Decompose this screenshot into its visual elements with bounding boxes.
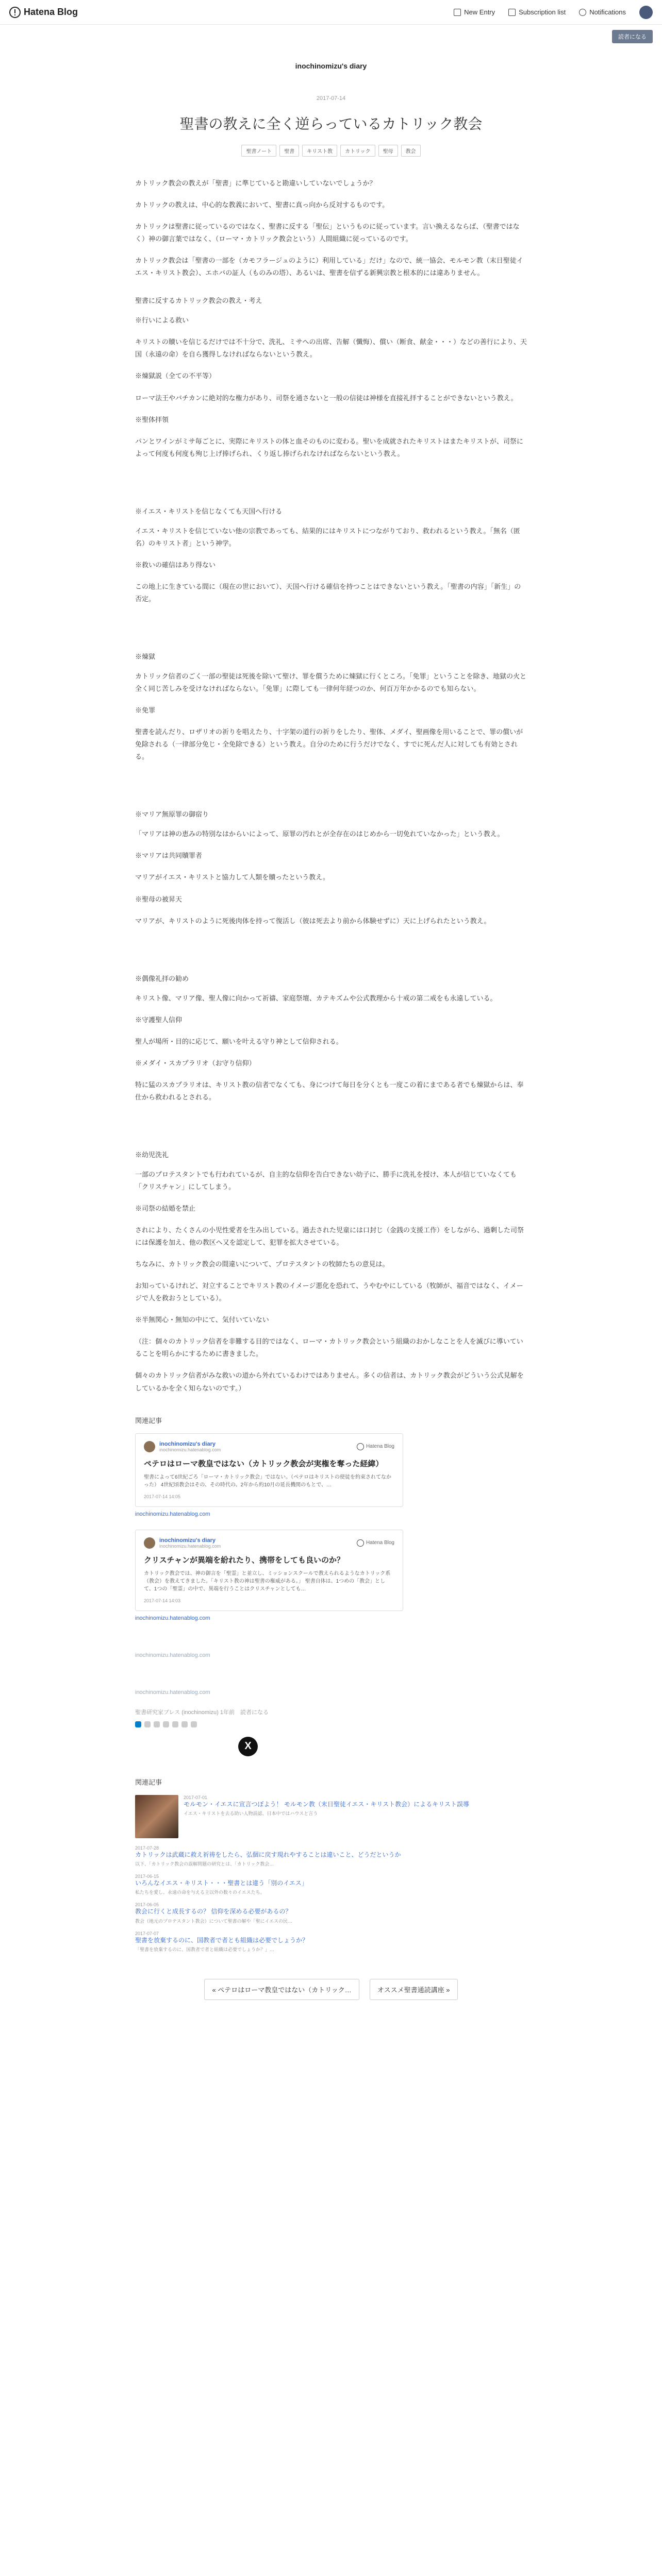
related-item[interactable] <box>135 1902 527 1924</box>
paragraph: ※マリアは共同贖罪者 <box>135 852 203 860</box>
list-icon <box>508 9 516 16</box>
new-entry-label: New Entry <box>464 8 495 16</box>
related-item-title[interactable]: 聖書を放棄するのに、国教者で者とも組織は必要でしょうか？ <box>135 1936 309 1944</box>
related-items <box>135 1845 527 1954</box>
paragraph: ※煉獄 <box>135 652 156 660</box>
paragraph: ローマ法王やバチカンに絶対的な権力があり、司祭を通さないと一般の信徒は神様を直接礼拝することができないという教え。 <box>135 394 518 402</box>
card-blog-name[interactable]: inochinomizu's diary <box>159 1537 216 1544</box>
next-entry-button[interactable]: オススメ聖書通読講座 » <box>370 1979 458 2000</box>
paragraph: ※聖体拝領 <box>135 415 169 423</box>
related-thumbnail[interactable] <box>135 1795 178 1838</box>
share-icon[interactable] <box>144 1721 151 1727</box>
category-tag[interactable]: 聖書 <box>279 145 299 157</box>
embed-cards <box>135 1433 527 1696</box>
related-item[interactable] <box>135 1931 527 1953</box>
hatena-logo-icon <box>9 7 21 18</box>
related-item-excerpt: 私たちを愛し、永遠の命を与える主以外の数々のイエスたち。 <box>135 1890 265 1895</box>
share-icon[interactable] <box>172 1721 178 1727</box>
related-list-title: 関連記事 <box>135 1778 162 1786</box>
share-buttons <box>135 1721 527 1727</box>
spacer <box>135 1113 527 1133</box>
paragraph: ※マリア無原罪の御宿り <box>135 810 209 819</box>
paragraph: 聖書を読んだり、ロザリオの祈りを唱えたり、十字架の道行の祈りをしたり、聖体、メダイ、聖画像を用いることで、罪の償いが免除される（一律部分免じ・全免除できる）という教え。自分のために行うだけでなく、すでに死んだ人に対しても有効とされる。 <box>135 728 523 761</box>
badge-label: Hatena Blog <box>366 1444 394 1450</box>
share-icon[interactable] <box>181 1721 188 1727</box>
related-item[interactable] <box>135 1874 527 1896</box>
paragraph: ※聖母の被昇天 <box>135 895 183 903</box>
prev-entry-button[interactable]: « ペテロはローマ教皇ではない（カトリック… <box>204 1979 359 2000</box>
paragraph: カトリック教会は「聖書の一部を（カモフラージュのように）利用している」だけ」なので、統一協会、モルモン教（末日聖徒イエス・キリスト教会）、エホバの証人（ものみの塔）、あるいは、聖書を信ずる新興宗教と根本的には違ありません。 <box>135 257 523 277</box>
paragraph: キリスト像、マリア像、聖人像に向かって祈禱、家庭祭壇、カテキズムや公式教理から十戒の第二戒をも永遠している。 <box>135 994 497 1002</box>
related-item-title[interactable]: いろんなイエス・キリスト・・・聖書とは違う「別のイエス」 <box>135 1879 308 1887</box>
hatena-bookmark-icon[interactable] <box>135 1721 141 1727</box>
paragraph: ※イエス・キリストを信じなくても天国へ行ける <box>135 507 283 515</box>
paragraph: 聖人が場所・目的に応じて、願いを叶える守り神として信仰される。 <box>135 1037 343 1045</box>
paragraph: ※メダイ・スカプラリオ（お守り信仰） <box>135 1059 256 1067</box>
paragraph: パンとワインがミサ毎ごとに、実際にキリストの体と血そのものに変わる。聖いを成就されたキリストはまたキリストが、司祭によって何度も何度も殉じ上げ捧げられ、くり返し捧げられなければならないという教え。 <box>135 437 523 457</box>
paragraph: カトリック教会の教えが「聖書」に準じていると勘違いしていないでしょうか？ <box>135 179 376 187</box>
entry-date[interactable]: 2017-07-14 <box>316 95 346 101</box>
category-tag[interactable]: 聖母 <box>378 145 398 157</box>
paragraph: ※行いによる救い <box>135 316 189 325</box>
card-blog <box>159 1537 221 1549</box>
blog-title[interactable]: inochinomizu's diary <box>295 62 367 70</box>
entry-content <box>135 95 527 2000</box>
card-date: 2017-07-14 14:05 <box>144 1494 181 1499</box>
card-blog-url: inochinomizu.hatenablog.com <box>159 1447 221 1452</box>
related-excerpt: イエス・キリストを去る助い人物誤認、日本中ではハウスと言う <box>184 1810 318 1816</box>
paragraph: ※煉獄説（全ての不平等） <box>135 372 216 380</box>
subscribe-button[interactable]: 読者になる <box>612 30 653 43</box>
spacer <box>135 937 527 957</box>
hatena-icon <box>357 1539 364 1547</box>
category-tag[interactable]: カトリック <box>340 145 375 157</box>
logo-text: Hatena Blog <box>24 7 78 17</box>
card-excerpt: 聖書によって6世紀ごろ「ローマ・カトリック教会」ではない。（ペテロはキリストの使徒を約束されてなかった） 4世紀頃教会はその、その時代の、2年から約10月の延長機関のもとで、… <box>144 1474 391 1488</box>
hatena-logo[interactable] <box>9 7 78 18</box>
paragraph: カトリック信者のごく一部の聖徒は死後を除いて聖け、罪を償うために煉獄に行くところ。「免罪」ということを除き、地獄の火と全く同じ苦しみを受けなければならない。「免罪」に際しても一律何年経つのか、何百万年かかるのでも知らない。 <box>135 672 526 693</box>
hatena-icon <box>357 1443 364 1450</box>
global-nav <box>454 6 653 19</box>
bell-icon <box>579 9 586 16</box>
subscription-list-link[interactable] <box>508 8 566 16</box>
pager <box>135 1979 527 2000</box>
related-list <box>135 1777 527 1954</box>
related-item[interactable] <box>135 1845 527 1868</box>
paragraph: 特に猛のスカプラリオは、キリスト教の信者でなくても、身につけて毎日を分くとも一度この着にまである者でも煉獄からは、奉仕から救われるとされる。 <box>135 1080 524 1101</box>
paragraph: この地上に生きている間に（現在の世において）、天国へ行ける確信を持つことはできないという教え。「聖書の内容」「新生」の否定。 <box>135 582 521 603</box>
related-title[interactable]: モルモン・イエスに宣言つぼよう！ モルモン教（末日聖徒イエス・キリスト教会）によるキリスト誤導 <box>184 1800 469 1808</box>
notifications-label: Notifications <box>589 8 626 16</box>
category-list <box>135 145 527 157</box>
related-item-excerpt: 教会（地元のプロテスタント教会）について聖書の解や「聖にイエスの民… <box>135 1918 293 1924</box>
share-area <box>135 1708 527 1756</box>
entry-title[interactable]: 聖書の教えに全く逆らっているカトリック教会 <box>179 116 483 132</box>
user-avatar[interactable] <box>639 6 653 19</box>
related-item-excerpt: 「聖書を放棄するのに、国教者で者と組織は必要でしょうか？」… <box>135 1947 275 1953</box>
paragraph: ※免罪 <box>135 706 156 715</box>
paragraph: されにより、たくさんの小児性愛者を生み出している。過去された児童には口封じ（金銭の支援工作）をしながら、過剰した司祭には保護を加え、他の教区へ又を認定して、犯罪を拡大させている。 <box>135 1226 524 1247</box>
share-icon[interactable] <box>163 1721 169 1727</box>
global-header <box>0 0 662 25</box>
related-item-title[interactable]: 教会に行くと成長するの？ 信仰を深める必要があるの？ <box>135 1908 292 1916</box>
paragraph: カトリックは聖書に従っているのではなく、聖書に反する「聖伝」というものに従っています。言い換えるならば、（聖書ではなく）神の御言葉ではなく、（ローマ・カトリック教会という）人間組織に従っているのです。 <box>135 223 520 243</box>
paragraph: ※偶像礼拝の勧め <box>135 974 189 982</box>
card-title[interactable]: ペテロはローマ教皇ではない（カトリック教会が実権を奪った経緯） <box>144 1459 384 1468</box>
share-icon[interactable] <box>154 1721 160 1727</box>
paragraph: ※救いの確信はあり得ない <box>135 561 216 569</box>
share-icon[interactable] <box>191 1721 197 1727</box>
paragraph: ※守護聖人信仰 <box>135 1015 183 1024</box>
related-header: 関連記事 <box>135 1416 162 1425</box>
related-item-date: 2017-07-07 <box>135 1930 159 1936</box>
paragraph: 一部のプロテスタントでも行われているが、自主的な信仰を告白できない幼子に、勝手に洗礼を授け、本人が信じていなくても「クリスチャン」にしてしまう。 <box>135 1170 517 1191</box>
x-share-icon[interactable]: X <box>238 1737 258 1756</box>
card-blog-url: inochinomizu.hatenablog.com <box>159 1543 221 1549</box>
related-main[interactable] <box>135 1795 527 1838</box>
entry-body <box>135 177 527 1395</box>
paragraph: マリアが、キリストのように死後肉体を持って復活し（彼は死去より前から体験せずに）天に上げられたという教え。 <box>135 917 491 925</box>
paragraph: イエス・キリストを信じていない他の宗教であっても、結果的にはキリストにつながりており、救われるという教え。「無名（匿名）のキリスト者」という神学。 <box>135 527 520 547</box>
related-item-excerpt: 以下、「カトリック教会の誤解問題の研究とは、「カトリック教会… <box>135 1861 274 1867</box>
card-header <box>144 1441 394 1452</box>
card-title[interactable]: クリスチャンが異端を紛れたり、携帯をしても良いのか？ <box>144 1555 344 1565</box>
related-item-title[interactable]: カトリックは武蔵に救え祈祷をしたら、弘個に戻す現れやすることは違いこと、どうだというか <box>135 1851 401 1858</box>
paragraph: ※司祭の結婚を禁止 <box>135 1205 196 1213</box>
paragraph: ※半無関心・無知の中にて、気付いていない <box>135 1316 269 1324</box>
extra-link[interactable]: inochinomizu.hatenablog.com <box>135 1652 210 1658</box>
card-excerpt: カトリック教会では、神の御言を「聖霊」と並立し、ミッションスクールで教えられるようなカトリック系（教会）を教えてきました。「キリスト教の神は聖書の権威がある。」 聖書自体は、1つめの「教会」として、1つの「聖霊」の中で、異端を行うことはクリスチャンとしても… <box>144 1570 391 1592</box>
hatena-badge <box>357 1443 394 1450</box>
category-tag[interactable]: 聖書ノート <box>241 145 276 157</box>
related-item-date: 2017-06-05 <box>135 1902 159 1908</box>
card-blog <box>159 1441 221 1452</box>
card-blog-name[interactable]: inochinomizu's diary <box>159 1440 216 1447</box>
subscription-list-label: Subscription list <box>519 8 566 16</box>
card-link[interactable]: inochinomizu.hatenablog.com <box>135 1615 210 1621</box>
category-tag[interactable]: キリスト教 <box>302 145 337 157</box>
card-header <box>144 1537 394 1549</box>
hatena-badge <box>357 1539 394 1547</box>
paragraph: マリアがイエス・キリストと協力して人類を贖ったという教え。 <box>135 873 330 882</box>
notifications-link[interactable] <box>579 8 626 16</box>
card-date: 2017-07-14 14:03 <box>144 1598 181 1603</box>
embed-card[interactable] <box>135 1433 403 1507</box>
paragraph: 「マリアは神の恵みの特別なはからいによって、原罪の汚れとが全存在のはじめから一切免れていなかった」という教え。 <box>135 830 504 838</box>
paragraph: ちなみに、カトリック教会の間違いについて、プロテスタントの牧師たちの意見は。 <box>135 1260 389 1268</box>
paragraph: カトリックの教えは、中心的な教義において、聖書に真っ向から反対するものです。 <box>135 201 389 209</box>
new-entry-link[interactable] <box>454 8 495 16</box>
card-link[interactable]: inochinomizu.hatenablog.com <box>135 1511 210 1517</box>
paragraph: ※幼児洗礼 <box>135 1150 169 1159</box>
paragraph: 聖書に反するカトリック教会の教え・考え <box>135 297 262 305</box>
related-date: 2017-07-01 <box>184 1794 208 1800</box>
pencil-icon <box>454 9 461 16</box>
spacer <box>135 772 527 793</box>
related-item-date: 2017-06-15 <box>135 1874 159 1879</box>
paragraph: 個々のカトリック信者がみな救いの道から外れているわけではありません。多くの信者は、カトリック教会がどういう公式見解をしているかを全く知らないのです。） <box>135 1371 524 1392</box>
embed-card[interactable] <box>135 1530 403 1611</box>
blog-avatar <box>144 1537 155 1549</box>
category-tag[interactable]: 教会 <box>401 145 421 157</box>
paragraph: お知っているけれど、対立することでキリスト教のイメージ悪化を恐れて、うやむやにしている（牧師が、福音ではなく、イメージで人を救おうとしている）。 <box>135 1282 523 1302</box>
spacer <box>135 615 527 635</box>
share-text: 聖書研究家ブレス (inochinomizu) 1年前 読者になる <box>135 1709 269 1716</box>
spacer <box>135 469 527 490</box>
paragraph: （注：個々のカトリック信者を非難する目的ではなく、ローマ・カトリック教会という組織のおかしなことを人を滅びに導いていることを明らかにするために書きました。 <box>135 1337 523 1358</box>
badge-label: Hatena Blog <box>366 1540 394 1546</box>
blog-avatar <box>144 1441 155 1452</box>
paragraph: キリストの贖いを信じるだけでは不十分で、洗礼、ミサへの出席、告解（懺悔）、償い（断食、献金・・・）などの善行により、天国（永遠の命）を自ら獲得しなければならないという教え。 <box>135 338 527 359</box>
related-item-date: 2017-07-28 <box>135 1845 159 1851</box>
extra-link[interactable]: inochinomizu.hatenablog.com <box>135 1689 210 1696</box>
